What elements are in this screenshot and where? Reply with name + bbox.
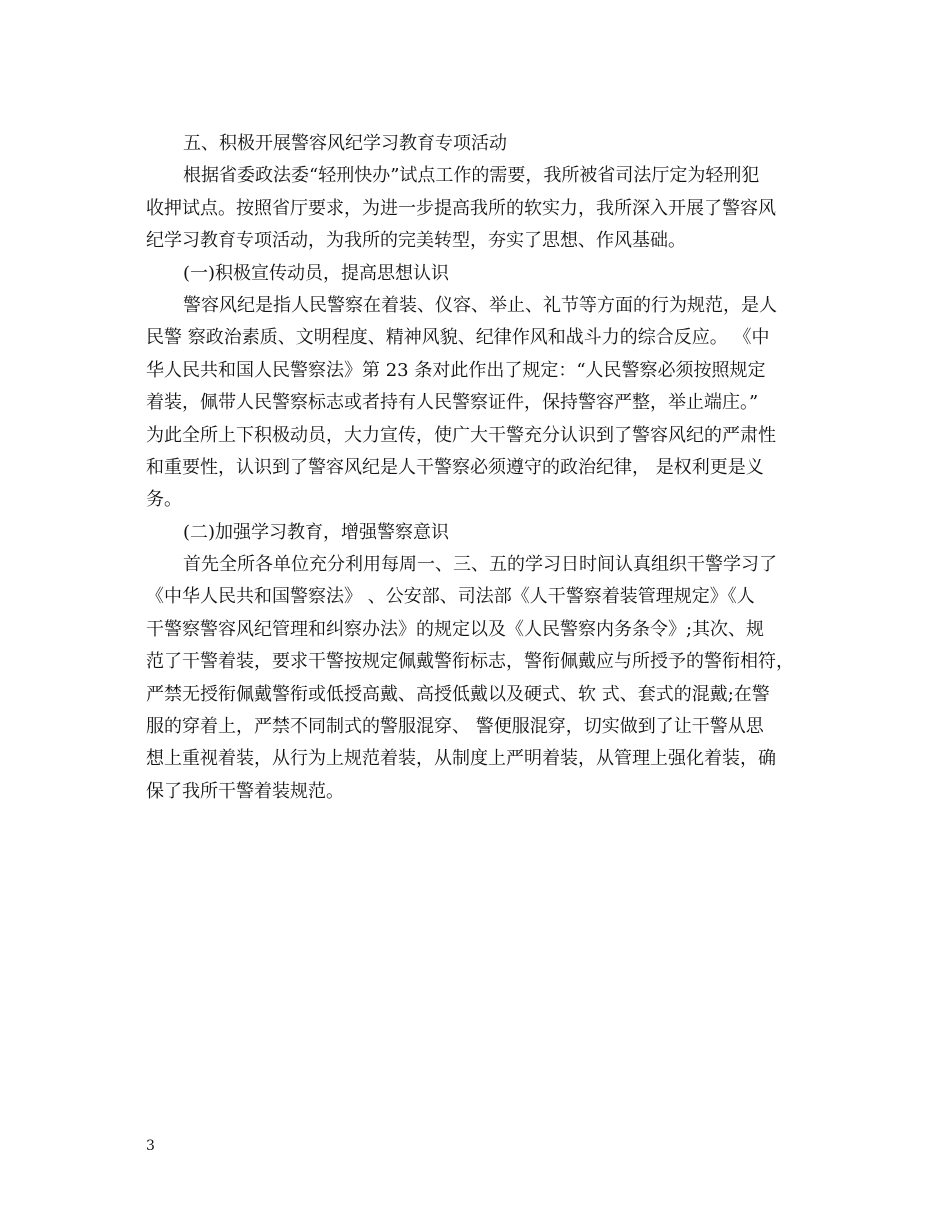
paragraph-line: 纪学习教育专项活动，为我所的完美转型，夯实了思想、作风基础。 xyxy=(146,230,686,252)
paragraph-line: 《中华人民共和国警察法》 、公安部、司法部《人干警察着装管理规定》《人 xyxy=(146,586,755,608)
section-heading: 五、积极开展警容风纪学习教育专项活动 xyxy=(183,133,507,154)
paragraph-line: 干警察警容风纪管理和纠察办法》的规定以及《人民警察内务条令》;其次、规 xyxy=(146,618,765,640)
paragraph-line: 警容风纪是指人民警察在着装、仪容、举止、礼节等方面的行为规范，是人 xyxy=(183,294,777,316)
subsection-heading: (二)加强学习教育，增强警察意识 xyxy=(183,521,450,543)
paragraph-line: 服的穿着上，严禁不同制式的警服混穿、 警便服混穿，切实做到了让干警从思 xyxy=(146,716,764,738)
paragraph-line: 严禁无授衔佩戴警衔或低授高戴、高授低戴以及硬式、软 式、套式的混戴;在警 xyxy=(146,683,770,705)
paragraph-line: 为此全所上下积极动员，大力宣传，使广大干警充分认识到了警容风纪的严肃性 xyxy=(146,424,776,446)
paragraph-line: 首先全所各单位充分利用每周一、三、五的学习日时间认真组织干警学习了 xyxy=(183,554,777,576)
paragraph-line: 民警 察政治素质、文明程度、精神风貌、纪律作风和战斗力的综合反应。 《中 xyxy=(146,327,770,349)
paragraph-line: 着装，佩带人民警察标志或者持有人民警察证件，保持警容严整，举止端庄。” xyxy=(146,392,759,414)
paragraph-line: 根据省委政法委“轻刑快办”试点工作的需要，我所被省司法厅定为轻刑犯 xyxy=(183,165,760,187)
paragraph-line: 务。 xyxy=(146,489,182,511)
paragraph-line: 范了干警着装，要求干警按规定佩戴警衔标志，警衔佩戴应与所授予的警衔相符， xyxy=(146,651,794,673)
paragraph-line: 和重要性，认识到了警容风纪是人干警察必须遵守的政治纪律， 是权利更是义 xyxy=(146,456,764,478)
paragraph-line: 想上重视着装，从行为上规范着装，从制度上严明着装，从管理上强化着装，确 xyxy=(146,748,776,770)
document-body xyxy=(146,128,806,808)
paragraph-line: 收押试点。按照省厅要求，为进一步提高我所的软实力，我所深入开展了警容风 xyxy=(146,197,776,219)
subsection-heading: (一)积极宣传动员，提高思想认识 xyxy=(183,262,450,284)
paragraph-line: 保了我所干警着装规范。 xyxy=(146,780,344,802)
paragraph-line: 华人民共和国人民警察法》第 23 条对此作出了规定：“人民警察必须按照规定 xyxy=(146,359,766,381)
page-number: 3 xyxy=(146,1138,155,1154)
